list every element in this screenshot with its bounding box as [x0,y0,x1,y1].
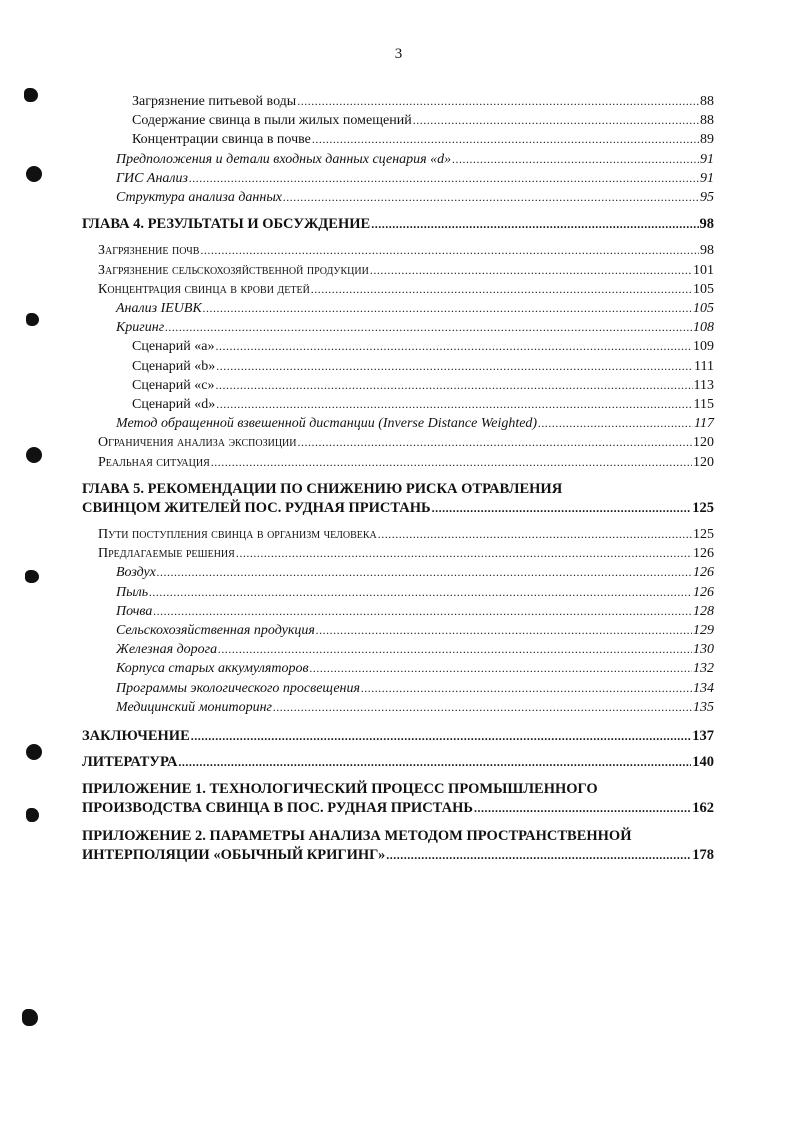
toc-entry-label: Воздух [116,565,156,581]
toc-entry-page: 132 [693,661,714,677]
toc-appendix-label-line2: ПРОИЗВОДСТВА СВИНЦА В ПОС. РУДНАЯ ПРИСТАНЬ [82,799,473,816]
toc-entry-label: Концентрация свинца в крови детей [98,281,310,297]
toc-entry-label: Кригинг [116,320,165,336]
dot-leader [371,215,698,233]
toc-entry-page: 88 [700,94,714,109]
dot-leader [316,621,692,639]
toc-entry-page: 129 [693,623,714,639]
toc-entry[interactable] [82,337,714,356]
toc-appendix-page: 178 [692,846,714,863]
toc-entry-page: 88 [700,113,714,129]
toc-appendix-line2 [82,799,714,817]
dot-leader [191,727,691,745]
scan-mark [25,570,39,583]
toc-entry[interactable] [82,188,714,207]
dot-leader [165,318,692,336]
dot-leader [218,640,692,658]
toc-appendix-line2 [82,846,714,864]
toc-entry-page: 128 [693,603,714,619]
toc-entry-page: 135 [693,699,714,715]
toc-entry-label: Корпуса старых аккумуляторов [116,661,309,677]
toc-chapter-line2 [82,499,714,517]
toc-entry-page: 91 [700,170,714,186]
toc-entry-page: 117 [694,416,714,432]
dot-leader [215,376,692,394]
dot-leader [312,130,699,148]
toc-chapter-label-line2: СВИНЦОМ ЖИТЕЛЕЙ ПОС. РУДНАЯ ПРИСТАНЬ [82,499,431,516]
scan-mark [24,88,38,102]
toc-chapter-page: 140 [692,754,714,771]
toc-chapter-label-line1: ГЛАВА 5. РЕКОМЕНДАЦИИ ПО СНИЖЕНИЮ РИСКА ОТРАВЛЕНИЯ [82,480,563,497]
toc-entry-label: Почва [116,603,153,619]
toc-entry-label: Ограничения анализа экспозиции [98,435,297,451]
dot-leader [432,499,692,517]
toc-entry-label: Содержание свинца в пыли жилых помещений [132,113,412,129]
dot-leader [297,92,699,110]
scan-mark [26,808,39,822]
toc-entry[interactable] [82,111,714,130]
toc-chapter[interactable] [82,215,714,233]
toc-entry-page: 134 [693,680,714,696]
dot-leader [386,846,691,864]
dot-leader [157,563,692,581]
toc-entry-label: Пыль [116,584,149,600]
dot-leader [310,659,692,677]
toc-entry[interactable] [82,602,714,621]
toc-entry[interactable] [82,357,714,376]
toc-entry-label: Реальная ситуация [98,454,210,470]
dot-leader [311,280,692,298]
toc-entry[interactable] [82,130,714,149]
dot-leader [216,357,693,375]
punch-hole [26,447,42,463]
dot-leader [215,337,692,355]
toc-entry[interactable] [82,376,714,395]
toc-entry-page: 105 [693,281,714,297]
table-of-contents [82,92,714,864]
toc-entry[interactable] [82,261,714,280]
dot-leader [370,261,692,279]
toc-entry[interactable] [82,544,714,563]
toc-entry-label: Предлагаемые решения [98,546,235,562]
toc-entry-page: 91 [700,151,714,167]
dot-leader [200,241,699,259]
dot-leader [211,453,692,471]
toc-chapter[interactable] [82,480,714,517]
toc-entry-page: 105 [693,301,714,317]
toc-entry-page: 89 [700,132,714,148]
punch-hole [26,744,42,760]
toc-entry-page: 126 [693,565,714,581]
toc-entry-label: Пути поступления свинца в организм человека [98,527,377,543]
toc-entry-label: Сценарий «а» [132,339,215,355]
toc-entry-page: 113 [693,377,714,393]
toc-entry-label: Медицинский мониторинг [116,699,273,715]
toc-entry[interactable] [82,280,714,299]
toc-entry-label: Концентрации свинца в почве [132,132,311,148]
toc-entry[interactable] [82,621,714,640]
punch-hole [26,166,42,182]
toc-entry[interactable] [82,241,714,260]
dot-leader [452,150,699,168]
toc-entry-page: 120 [693,454,714,470]
toc-entry-label: Загрязнение питьевой воды [132,94,297,109]
toc-entry[interactable] [82,453,714,472]
toc-appendix-label-line1: ПРИЛОЖЕНИЕ 1. ТЕХНОЛОГИЧЕСКИЙ ПРОЦЕСС ПРОМЫШЛЕННОГО [82,780,598,797]
toc-entry-label: Железная дорога [116,642,218,658]
toc-entry-label: Предположения и детали входных данных сценария «d» [116,151,452,167]
toc-chapter-label: ЗАКЛЮЧЕНИЕ [82,728,190,745]
toc-entry[interactable] [82,583,714,602]
dot-leader [149,583,692,601]
toc-entry-label: Сельскохозяйственная продукция [116,623,315,639]
toc-entry-page: 108 [693,320,714,336]
toc-appendix[interactable] [82,827,714,864]
toc-entry-label: Сценарий «d» [132,397,216,413]
toc-chapter[interactable] [82,727,714,745]
dot-leader [298,433,693,451]
toc-entry-label: Загрязнение почв [98,243,200,259]
toc-chapter-page: 125 [692,499,714,516]
dot-leader [178,753,691,771]
toc-entry-page: 95 [700,190,714,206]
toc-chapter-page: 98 [699,216,714,233]
dot-leader [413,111,699,129]
dot-leader [236,544,692,562]
toc-entry-page: 126 [693,546,714,562]
toc-entry[interactable] [82,414,714,433]
toc-chapter-label: ЛИТЕРАТУРА [82,754,178,771]
toc-entry-page: 130 [693,642,714,658]
toc-appendix-label-line2: ИНТЕРПОЛЯЦИИ «ОБЫЧНЫЙ КРИГИНГ» [82,846,386,863]
toc-entry-page: 120 [693,435,714,451]
toc-appendix-label-line1: ПРИЛОЖЕНИЕ 2. ПАРАМЕТРЫ АНАЛИЗА МЕТОДОМ ПРОСТРАНСТВЕННОЙ [82,827,632,844]
toc-entry-label: Метод обращенной взвешенной дистанции (Inverse Distance Weighted) [116,416,538,432]
dot-leader [538,414,693,432]
toc-appendix[interactable] [82,780,714,817]
toc-entry[interactable] [82,679,714,698]
toc-entry[interactable] [82,318,714,337]
toc-entry-page: 109 [693,339,714,355]
toc-entry-page: 98 [700,243,714,259]
dot-leader [378,525,692,543]
toc-appendix-page: 162 [692,799,714,816]
dot-leader [189,169,699,187]
toc-entry[interactable] [82,563,714,582]
toc-chapter-page: 137 [692,728,714,745]
dot-leader [216,395,692,413]
dot-leader [273,698,692,716]
toc-entry[interactable] [82,395,714,414]
page-number: 3 [394,46,403,62]
toc-entry[interactable] [82,698,714,717]
toc-chapter-label: ГЛАВА 4. РЕЗУЛЬТАТЫ И ОБСУЖДЕНИЕ [82,216,371,233]
toc-entry-label: Сценарий «c» [132,377,215,393]
toc-entry-label: ГИС Анализ [116,170,188,186]
toc-chapter[interactable] [82,753,714,771]
dot-leader [474,799,691,817]
scan-mark [26,313,39,326]
toc-entry[interactable] [82,92,714,111]
toc-entry-page: 125 [693,527,714,543]
toc-entry-page: 111 [694,358,714,374]
toc-entry-page: 126 [693,584,714,600]
toc-entry-label: Программы экологического просвещения [116,680,360,696]
dot-leader [203,299,692,317]
toc-entry-page: 115 [693,397,714,413]
toc-entry[interactable] [82,169,714,188]
toc-entry-label: Анализ IEUBK [116,301,202,317]
toc-entry[interactable] [82,640,714,659]
toc-entry[interactable] [82,525,714,544]
scan-mark [22,1009,38,1026]
toc-entry-label: Загрязнение сельскохозяйственной продукции [98,262,369,278]
toc-entry[interactable] [82,299,714,318]
dot-leader [153,602,692,620]
dot-leader [361,679,692,697]
toc-entry[interactable] [82,659,714,678]
toc-entry[interactable] [82,433,714,452]
dot-leader [283,188,699,206]
toc-entry-page: 101 [693,262,714,278]
toc-entry-label: Структура анализа данных [116,190,283,206]
toc-entry[interactable] [82,150,714,169]
toc-entry-label: Сценарий «b» [132,358,216,374]
